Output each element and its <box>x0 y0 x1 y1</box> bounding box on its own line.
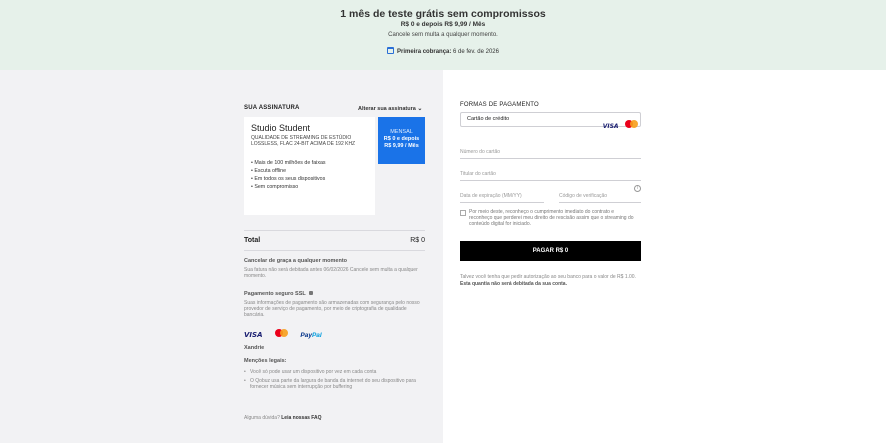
legal-list <box>244 369 424 393</box>
payment-logos <box>244 324 322 342</box>
plan-card <box>244 117 375 215</box>
change-subscription-label: Alterar sua assinatura <box>358 106 416 112</box>
period-price-line1: R$ 0 e depois <box>383 136 420 142</box>
faq-question: Alguma dúvida? <box>244 415 280 421</box>
faq-line <box>244 415 322 421</box>
pay-button[interactable]: PAGAR R$ 0 <box>460 241 641 261</box>
secure-payment-title <box>244 291 313 297</box>
cvv-field[interactable] <box>559 184 641 203</box>
subscription-panel <box>0 70 443 443</box>
banner-cancel-note: Cancele sem multa a qualquer momento. <box>388 32 498 38</box>
card-number-field[interactable] <box>460 140 641 159</box>
brand-name: Xandrie <box>244 345 265 351</box>
faq-link[interactable]: Leia nossas FAQ <box>281 415 322 421</box>
plan-name: Studio Student <box>251 123 311 133</box>
payment-methods-label: FORMAS DE PAGAMENTO <box>460 102 539 108</box>
period-price-line2: R$ 9,99 / Mês <box>384 143 419 149</box>
divider <box>244 250 425 251</box>
period-label: MENSAL <box>390 129 413 135</box>
banner-price: R$ 0 e depois R$ 9,99 / Mês <box>400 21 486 28</box>
expiry-field[interactable] <box>460 184 544 203</box>
plan-feature: • Sem compromisso <box>251 183 326 191</box>
cardholder-input[interactable] <box>460 171 641 177</box>
card-logos <box>603 115 636 133</box>
chevron-down-icon: ⌄ <box>417 106 423 112</box>
plan-feature: • Escuta offline <box>251 167 326 175</box>
subscription-section-label: SUA ASSINATURA <box>244 105 300 111</box>
cancel-free-text: Sua fatura não será debitada antes 06/02/2026 Cancele sem multa a qualquer momento. <box>244 267 418 279</box>
cardholder-field[interactable] <box>460 162 641 181</box>
change-subscription-link[interactable] <box>358 105 422 112</box>
plan-features <box>251 159 326 191</box>
legal-item: • O Qobuz usa parte da largura de banda da internet do seu dispositivo para fornecer música sem interrupção por buffering <box>244 378 424 390</box>
cancel-free-title: Cancelar de graça a qualquer momento <box>244 258 348 264</box>
visa-logo: VISA <box>244 331 263 339</box>
cvv-input[interactable] <box>559 193 641 199</box>
note-text: Talvez você tenha que pedir autorização ao seu banco para o valor de R$ 1.00. <box>460 274 636 280</box>
expiry-input[interactable] <box>460 193 544 199</box>
secure-payment-label: Pagamento seguro SSL <box>244 291 306 297</box>
paypal-logo-part1: Pay <box>300 332 312 339</box>
total-label: Total <box>244 237 261 244</box>
consent-checkbox[interactable] <box>460 210 466 216</box>
first-charge-label: Primeira cobrança: <box>397 49 452 55</box>
plan-feature: • Mais de 100 milhões de faixas <box>251 159 326 167</box>
visa-logo: VISA <box>602 123 619 130</box>
card-number-input[interactable] <box>460 149 641 155</box>
info-icon[interactable]: i <box>634 185 641 192</box>
bank-authorization-note <box>460 274 640 287</box>
credit-card-option[interactable] <box>460 112 641 130</box>
first-charge-date: 6 de fev. de 2026 <box>453 49 499 55</box>
credit-card-label: Cartão de crédito <box>467 116 510 122</box>
divider <box>244 230 425 231</box>
secure-payment-text: Suas informações de pagamento são armazenadas com segurança pelo nosso provedor de serviço de pagamento, por meio de criptografia de qualidade bancária. <box>244 300 420 318</box>
plan-subtitle: QUALIDADE DE STREAMING DE ESTÚDIO LOSSLESS, FLAC 24-BIT ACIMA DE 192 KHZ <box>251 135 356 147</box>
plan-feature: • Em todos os seus dispositivos <box>251 175 326 183</box>
trial-banner <box>0 0 886 70</box>
payment-panel <box>443 70 886 443</box>
consent-text: Por meio deste, reconheço o cumprimento imediato do contrato e reconheço que perderei meu direito de rescisão assim que o streaming do conteúdo digital for iniciado. <box>469 209 634 227</box>
legal-title: Menções legais: <box>244 358 287 364</box>
lock-icon <box>309 291 313 295</box>
note-bold: Esta quantia não será debitada da sua conta. <box>460 280 567 287</box>
total-value: R$ 0 <box>410 237 425 244</box>
paypal-logo <box>300 332 321 339</box>
mastercard-logo <box>625 120 636 127</box>
legal-item: • Você só pode usar um dispositivo por vez em cada conta <box>244 369 424 375</box>
first-charge <box>0 47 886 55</box>
mastercard-logo <box>275 329 288 337</box>
calendar-icon <box>387 47 394 54</box>
paypal-logo-part2: Pal <box>311 332 322 339</box>
banner-title: 1 mês de teste grátis sem compromissos <box>340 8 546 20</box>
monthly-period-option[interactable] <box>378 117 425 164</box>
